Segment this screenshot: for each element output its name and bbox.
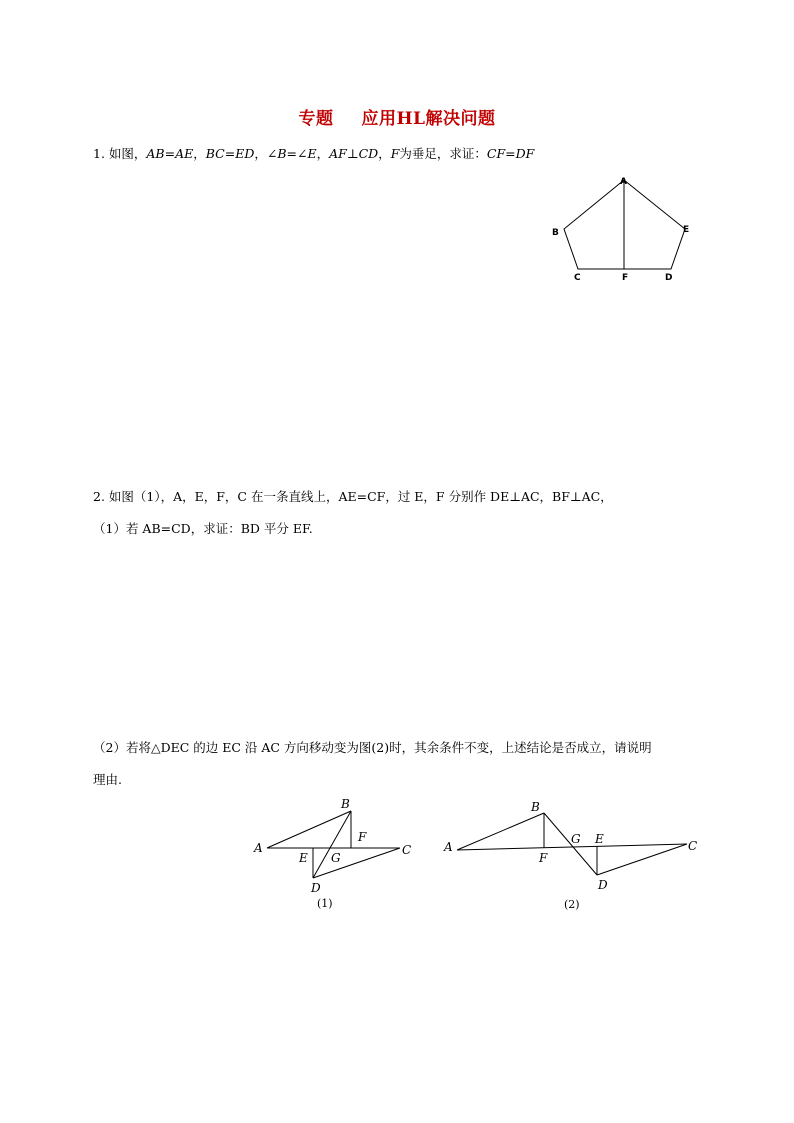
fig1-label-G: G [331,851,341,865]
fig1-label-D: D [311,881,321,895]
q1-condition-bc: BC=ED [205,146,255,161]
segment-ab [267,811,351,848]
q1-prefix: 1. 如图， [93,146,147,161]
fig1-label-E: E [299,851,308,865]
figure-2 [440,796,705,916]
title-part2: 应用HL解决问题 [361,109,496,129]
segment-ab [457,813,544,850]
question-1 [93,144,534,162]
fig1-label-F: F [358,830,367,844]
fig2-label-E: E [595,832,604,846]
q1-condition-perp: AF⊥CD [329,146,379,161]
question-2-part2-line2: 理由. [93,772,122,787]
q1-sep2: ， [254,146,267,161]
fig2-label-C: C [688,839,698,853]
q1-sep4: ， [378,146,391,161]
segment-dc [313,848,400,878]
label-B: B [552,228,559,238]
question-2-part2-line1: （2）若将△DEC 的边 EC 沿 AC 方向移动变为图(2)时，其余条件不变，上述结论是否成立，请说明 [93,740,652,755]
fig1-label-B: B [341,797,350,811]
q1-sep1: ， [193,146,206,161]
fig1-caption: (1) [317,897,333,910]
figure-1 [250,796,430,916]
q1-sep3: ， [316,146,330,161]
label-E: E [683,225,690,235]
fig2-label-B: B [531,800,540,814]
fig1-label-A: A [254,841,263,855]
fig2-label-D: D [598,878,608,892]
q1-foot-letter: F [390,146,400,161]
title-part1: 专题 [298,109,334,129]
fig2-caption: (2) [564,898,580,911]
label-C: C [574,273,581,283]
q1-condition-ab: AB=AE [146,146,194,161]
segment-bd [313,811,351,878]
fig1-label-C: C [402,843,412,857]
q1-goal: CF=DF [486,146,535,161]
label-A: A [620,177,627,187]
pentagon-figure [540,170,710,285]
fig2-label-F: F [539,851,548,865]
question-2-part1: （1）若 AB=CD，求证：BD 平分 EF. [93,521,313,536]
label-F: F [622,273,629,283]
fig2-label-A: A [444,840,453,854]
label-D: D [665,273,673,283]
page-title [0,104,794,129]
question-2-intro: 2. 如图（1），A，E，F，C 在一条直线上，AE=CF，过 E，F 分别作 DE⊥AC，BF⊥AC， [93,489,613,504]
segment-dc [597,844,687,875]
q1-condition-angle: ∠B=∠E [266,146,317,161]
fig2-label-G: G [571,832,581,846]
q1-foot-text: 为垂足，求证： [399,146,487,161]
